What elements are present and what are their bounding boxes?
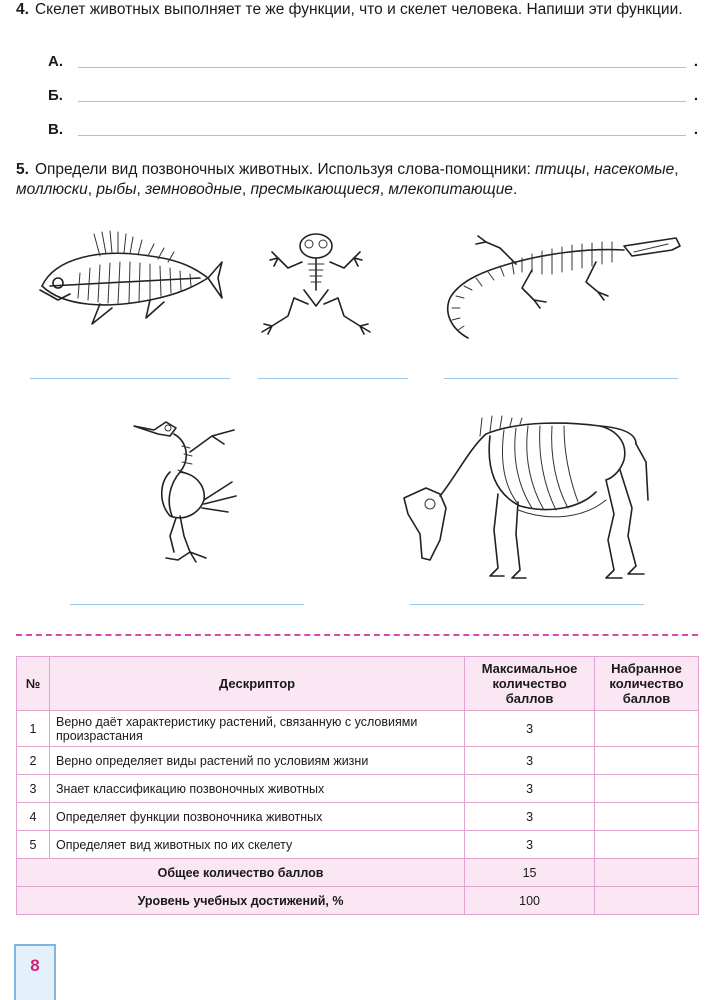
page-number: 8 [30, 956, 40, 975]
table-row [17, 803, 699, 831]
answer-label-b: Б. [48, 87, 63, 104]
row-earned-score[interactable] [595, 747, 699, 775]
page-number-badge [14, 944, 56, 1000]
task-4-text: Скелет животных выполняет те же функции, что и скелет человека. Напиши эти функции. [34, 1, 683, 18]
section-divider [16, 634, 698, 636]
row-number: 5 [17, 831, 50, 859]
table-row [17, 831, 699, 859]
helper-word: рыбы [96, 181, 137, 198]
task-5-question: 5. Определи вид позвоночных животных. Используя слова-помощники: птицы, насекомые, моллюски, рыбы, земноводные, пресмыкающиеся, млекопитающие. [16, 161, 679, 198]
frog-skeleton-image [258, 228, 373, 336]
header-earned-score: Набранное количество баллов [595, 657, 699, 711]
row-earned-score[interactable] [595, 803, 699, 831]
answer-end-b: . [693, 87, 698, 104]
row-max-score: 3 [465, 711, 595, 747]
rubric-header-row [17, 657, 699, 711]
answer-row-c[interactable] [48, 121, 698, 141]
header-number: № [17, 657, 50, 711]
row-number: 2 [17, 747, 50, 775]
answer-label-a: А. [48, 53, 63, 70]
row-descriptor: Знает классификацию позвоночных животных [49, 775, 464, 803]
table-row [17, 747, 699, 775]
level-max: 100 [465, 887, 595, 915]
total-row [17, 859, 699, 887]
table-row [17, 711, 699, 747]
answer-line-bird[interactable] [70, 604, 304, 605]
crocodile-skeleton-image [436, 228, 682, 346]
row-max-score: 3 [465, 775, 595, 803]
row-number: 1 [17, 711, 50, 747]
answer-row-a[interactable] [48, 53, 698, 73]
total-label: Общее количество баллов [17, 859, 465, 887]
row-earned-score[interactable] [595, 831, 699, 859]
task-5-text: Определи вид позвоночных животных. Используя слова-помощники: [34, 161, 536, 178]
answer-row-b[interactable] [48, 87, 698, 107]
cow-skeleton-image [400, 410, 655, 582]
bird-skeleton-image [130, 412, 250, 574]
total-earned[interactable] [595, 859, 699, 887]
level-label: Уровень учебных достижений, % [17, 887, 465, 915]
answer-line-b[interactable] [78, 101, 686, 102]
task-4-number: 4. [16, 1, 29, 18]
answer-line-crocodile[interactable] [444, 378, 678, 379]
helper-word: земноводные [145, 181, 242, 198]
helper-word: млекопитающие [388, 181, 513, 198]
helper-word: пресмыкающиеся [250, 181, 380, 198]
row-number: 4 [17, 803, 50, 831]
row-earned-score[interactable] [595, 711, 699, 747]
answer-label-c: В. [48, 121, 63, 138]
answer-line-cow[interactable] [410, 604, 644, 605]
row-max-score: 3 [465, 831, 595, 859]
answer-line-frog[interactable] [258, 378, 408, 379]
row-descriptor: Верно даёт характеристику растений, связанную с условиями произрастания [49, 711, 464, 747]
header-descriptor: Дескриптор [49, 657, 464, 711]
answer-end-c: . [693, 121, 698, 138]
helper-word: птицы [535, 161, 586, 178]
row-number: 3 [17, 775, 50, 803]
level-earned[interactable] [595, 887, 699, 915]
fish-skeleton-image [30, 228, 225, 330]
table-row [17, 775, 699, 803]
rubric-table [16, 656, 699, 915]
level-row [17, 887, 699, 915]
answer-end-a: . [693, 53, 698, 70]
answer-line-a[interactable] [78, 67, 686, 68]
helper-word: моллюски [16, 181, 88, 198]
answer-line-c[interactable] [78, 135, 686, 136]
task-5-number: 5. [16, 161, 29, 178]
header-max-score: Максимальное количество баллов [465, 657, 595, 711]
answer-line-fish[interactable] [30, 378, 230, 379]
row-descriptor: Определяет функции позвоночника животных [49, 803, 464, 831]
row-max-score: 3 [465, 803, 595, 831]
task-4-question [16, 0, 698, 20]
total-max: 15 [465, 859, 595, 887]
row-descriptor: Верно определяет виды растений по условиям жизни [49, 747, 464, 775]
row-descriptor: Определяет вид животных по их скелету [49, 831, 464, 859]
row-max-score: 3 [465, 747, 595, 775]
helper-word: насекомые [594, 161, 675, 178]
row-earned-score[interactable] [595, 775, 699, 803]
